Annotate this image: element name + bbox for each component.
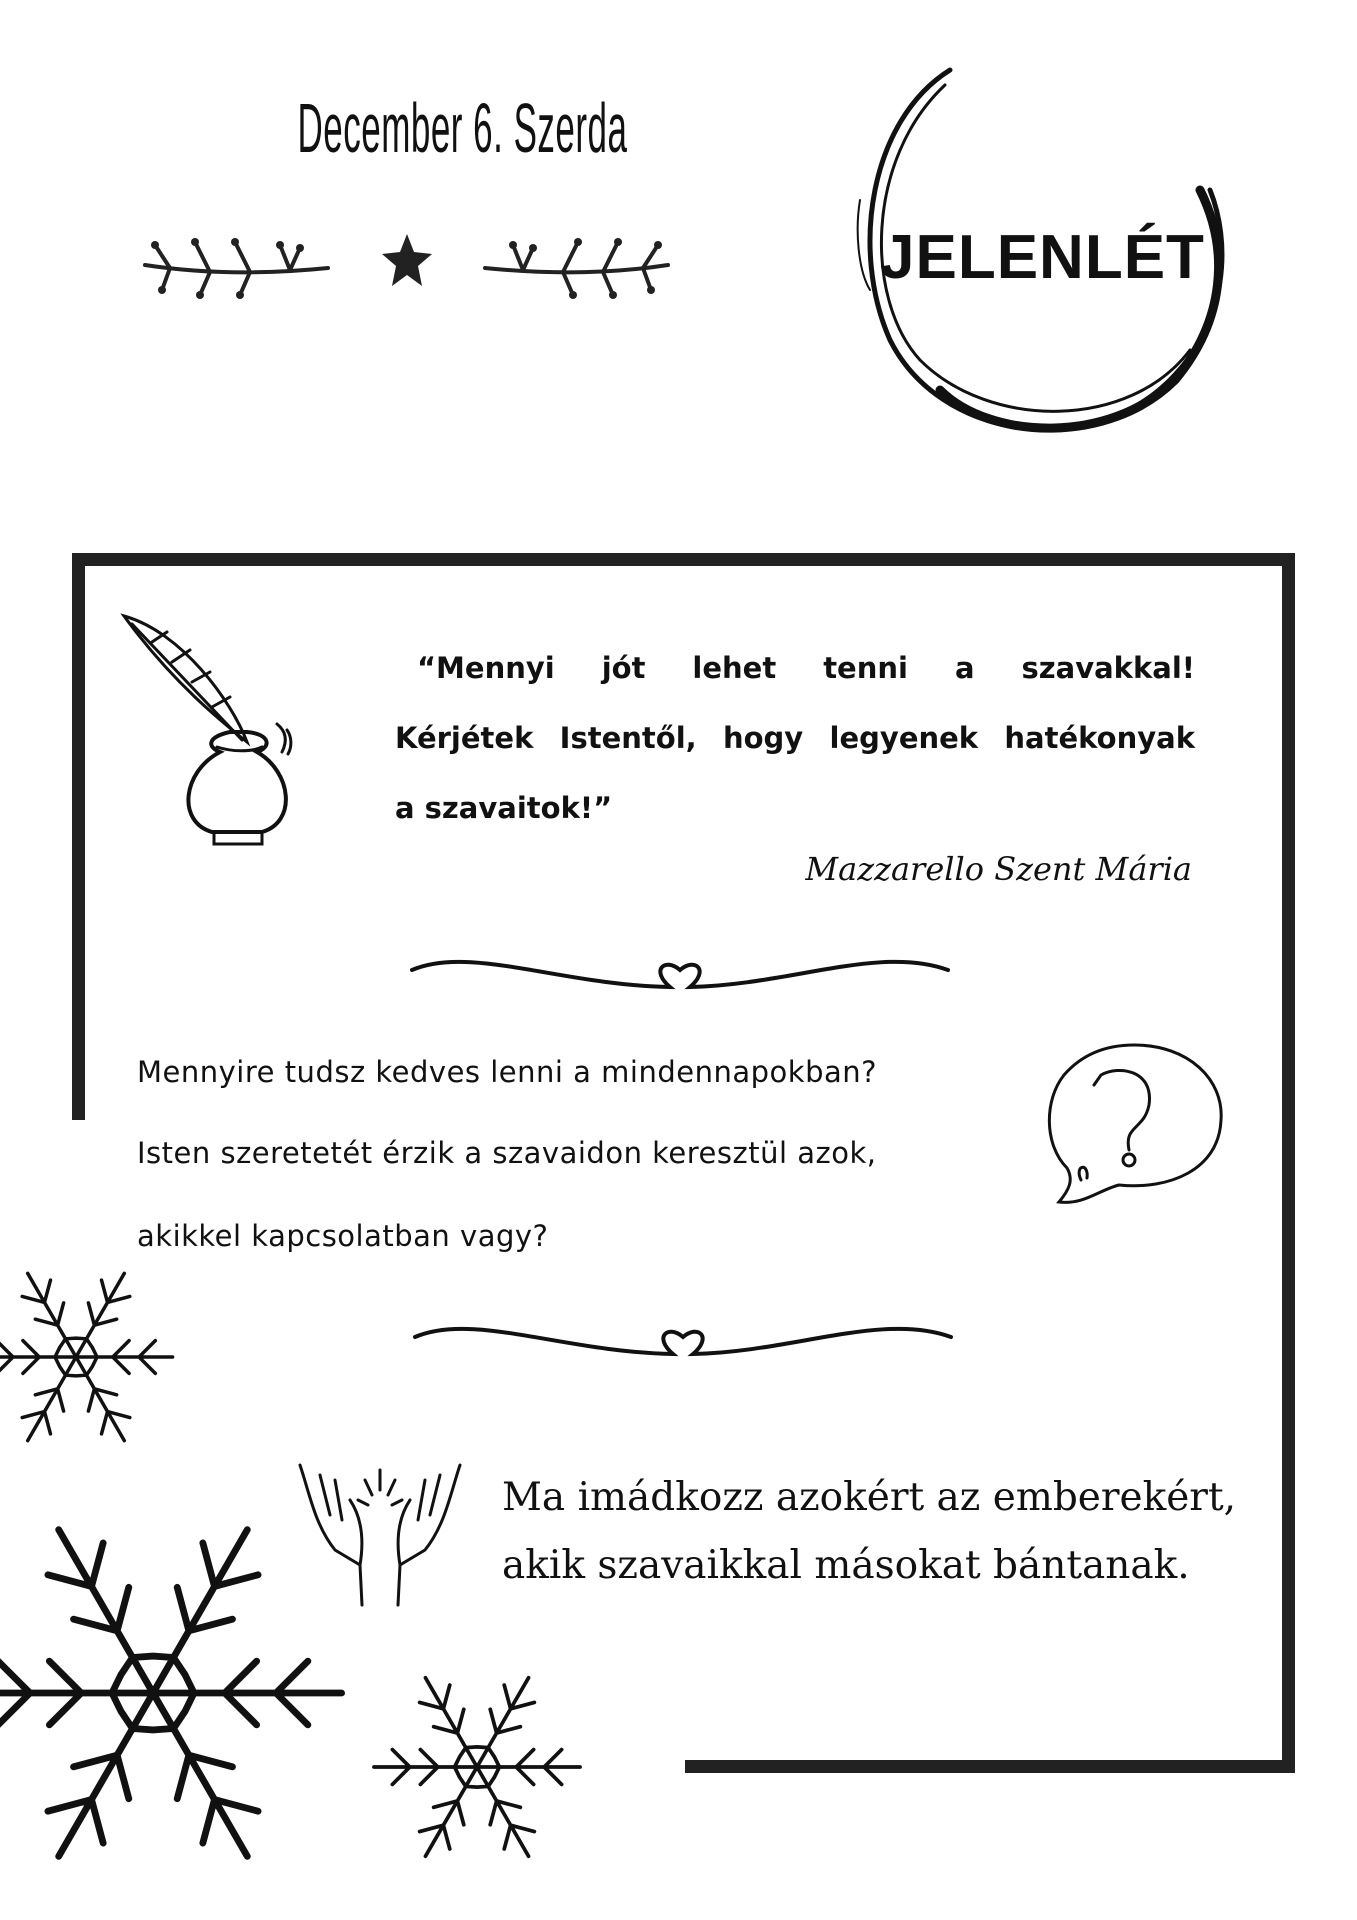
frame-right — [1282, 553, 1295, 1773]
snowflake-icon — [0, 1252, 181, 1462]
star-icon — [380, 232, 434, 288]
heart-divider-icon — [410, 945, 950, 1005]
branch-left-icon — [140, 230, 330, 300]
frame-bottom — [685, 1760, 1295, 1773]
quote-line: a szavaitok!” — [395, 791, 613, 825]
quote-line: “Mennyi jót lehet tenni a szavakkal! — [417, 651, 1195, 685]
branch-right-icon — [483, 230, 673, 300]
frame-left — [72, 553, 85, 1120]
quote-line: Kérjétek Istentől, hogy legyenek hatékonyak — [395, 721, 1195, 755]
frame-top — [72, 553, 1295, 566]
question-line: akikkel kapcsolatban vagy? — [137, 1219, 549, 1253]
prayer-line: Ma imádkozz azokért az emberekért, — [502, 1475, 1237, 1520]
snowflake-icon — [365, 1655, 589, 1879]
heart-divider-icon — [413, 1312, 953, 1372]
snowflake-icon — [0, 1488, 358, 1898]
quote-author: Mazzarello Szent Mária — [805, 850, 1192, 888]
quill-inkwell-icon — [122, 612, 322, 842]
question-bubble-icon — [1039, 1040, 1229, 1210]
date-heading: December 6. Szerda — [297, 89, 628, 167]
jelenlet-title: JELENLÉT — [880, 223, 1205, 292]
question-line: Isten szeretetét érzik a szavaidon keresztül azok, — [137, 1136, 877, 1170]
question-line: Mennyire tudsz kedves lenni a mindennapokban? — [137, 1055, 878, 1089]
prayer-line: akik szavaikkal másokat bántanak. — [502, 1543, 1190, 1588]
